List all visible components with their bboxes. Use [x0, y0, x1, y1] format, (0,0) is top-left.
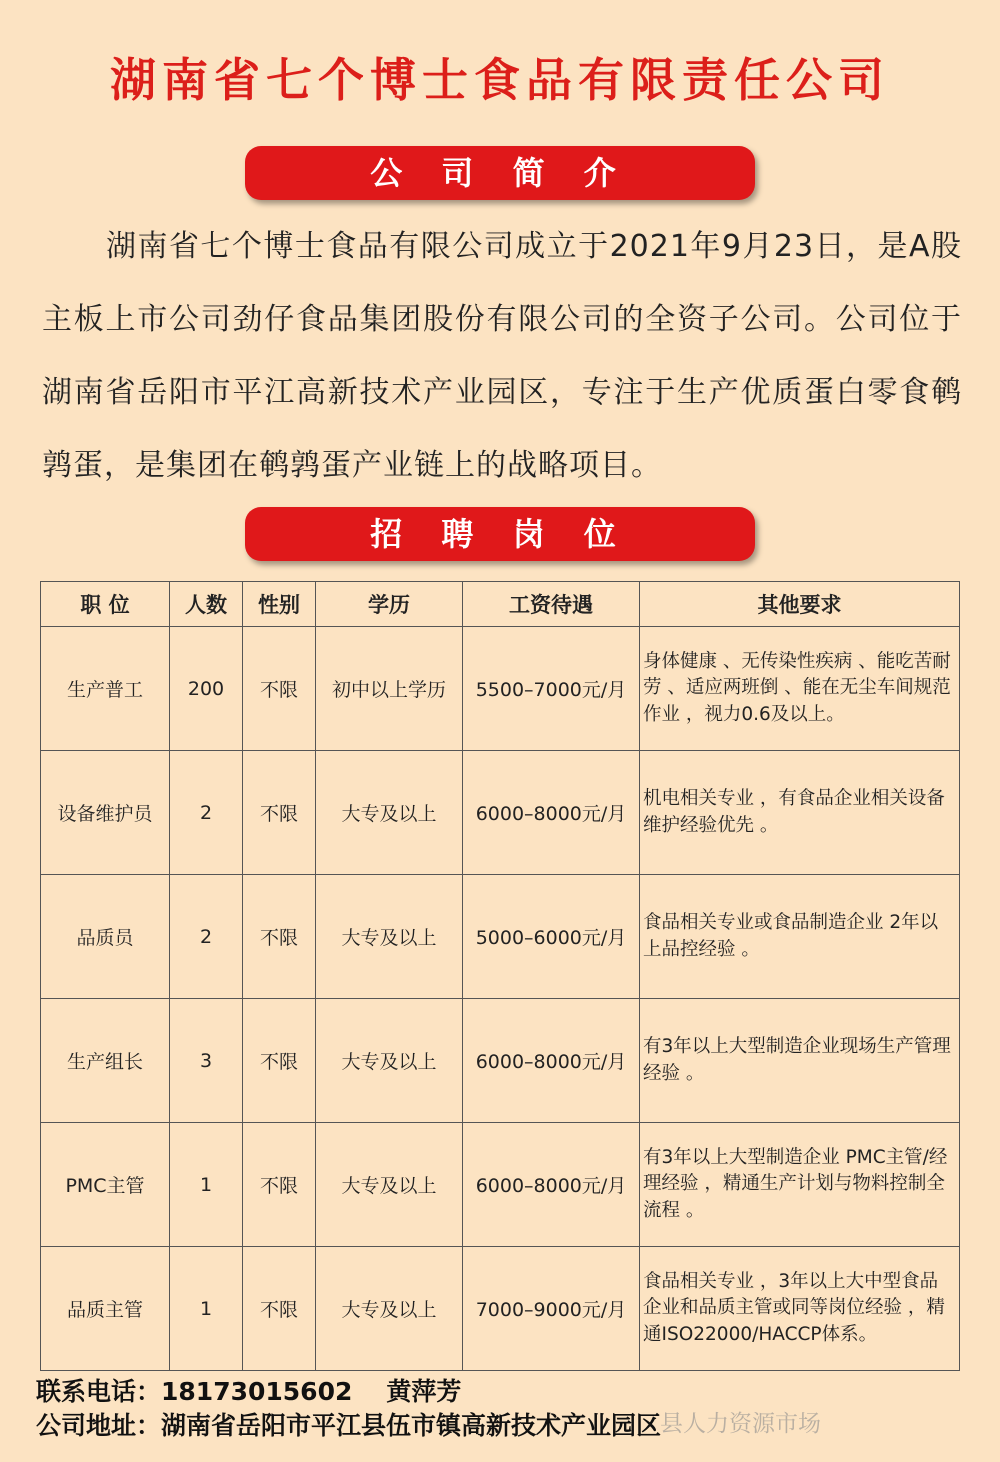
- cell-requirements: 有3年以上大型制造企业现场生产管理经验 。: [640, 999, 960, 1123]
- table-header-row: [41, 582, 960, 627]
- cell-count: 1: [170, 1123, 243, 1247]
- cell-count: 2: [170, 751, 243, 875]
- cell-position: 品质员: [41, 875, 170, 999]
- cell-position: 生产普工: [41, 627, 170, 751]
- cell-requirements: 有3年以上大型制造企业 PMC主管/经理经验 ，精通生产计划与物料控制全流程 。: [640, 1123, 960, 1247]
- cell-requirements: 食品相关专业或食品制造企业 2年以上品控经验 。: [640, 875, 960, 999]
- cell-position: 生产组长: [41, 999, 170, 1123]
- cell-salary: 5000–6000元/月: [463, 875, 640, 999]
- cell-requirements: 身体健康 、无传染性疾病 、能吃苦耐劳 、适应两班倒 、能在无尘车间规范作业 ，视力0.6及以上。: [640, 627, 960, 751]
- cell-gender: 不限: [243, 875, 316, 999]
- col-header-requirements: 其他要求: [640, 582, 960, 627]
- col-header-gender: 性别: [243, 582, 316, 627]
- job-table: [40, 581, 960, 1371]
- cell-gender: 不限: [243, 627, 316, 751]
- watermark: 县人力资源市场: [660, 1411, 821, 1437]
- cell-requirements: 机电相关专业 ，有食品企业相关设备维护经验优先 。: [640, 751, 960, 875]
- address-label: 公司地址：: [36, 1411, 162, 1440]
- col-header-position: 职 位: [41, 582, 170, 627]
- table-row: [41, 1123, 960, 1247]
- cell-gender: 不限: [243, 999, 316, 1123]
- company-intro-text: 湖南省七个博士食品有限公司成立于2021年9月23日，是A股主板上市公司劲仔食品集团股份有限公司的全资子公司。公司位于湖南省岳阳市平江高新技术产业园区，专注于生产优质蛋白零食鹌鹑蛋，是集团在鹌鹑蛋产业链上的战略项目。: [42, 229, 962, 483]
- cell-salary: 7000–9000元/月: [463, 1247, 640, 1371]
- contact-phone-line: [36, 1372, 461, 1408]
- cell-salary: 6000–8000元/月: [463, 1123, 640, 1247]
- cell-salary: 6000–8000元/月: [463, 751, 640, 875]
- cell-count: 2: [170, 875, 243, 999]
- cell-education: 大专及以上: [316, 1247, 463, 1371]
- cell-requirements: 食品相关专业 ，3年以上大中型食品企业和品质主管或同等岗位经验 ，精通ISO22000/HACCP体系。: [640, 1247, 960, 1371]
- table-row: [41, 627, 960, 751]
- col-header-count: 人数: [170, 582, 243, 627]
- company-title: 湖南省七个博士食品有限责任公司: [110, 53, 890, 107]
- cell-education: 大专及以上: [316, 875, 463, 999]
- contact-address-line: [36, 1406, 661, 1442]
- cell-salary: 5500–7000元/月: [463, 627, 640, 751]
- cell-education: 大专及以上: [316, 1123, 463, 1247]
- cell-position: PMC主管: [41, 1123, 170, 1247]
- cell-position: 品质主管: [41, 1247, 170, 1371]
- cell-gender: 不限: [243, 751, 316, 875]
- table-row: [41, 875, 960, 999]
- cell-salary: 6000–8000元/月: [463, 999, 640, 1123]
- cell-gender: 不限: [243, 1123, 316, 1247]
- contact-person: 黄萍芳: [386, 1377, 462, 1406]
- cell-count: 200: [170, 627, 243, 751]
- phone-label: 联系电话：: [36, 1377, 162, 1406]
- cell-gender: 不限: [243, 1247, 316, 1371]
- col-header-salary: 工资待遇: [463, 582, 640, 627]
- intro-heading-banner: 公 司 简 介: [245, 146, 755, 200]
- cell-education: 初中以上学历: [316, 627, 463, 751]
- cell-position: 设备维护员: [41, 751, 170, 875]
- table-row: [41, 999, 960, 1123]
- cell-count: 1: [170, 1247, 243, 1371]
- address-text: 湖南省岳阳市平江县伍市镇高新技术产业园区: [161, 1411, 662, 1440]
- table-row: [41, 1247, 960, 1371]
- jobs-heading-banner: 招 聘 岗 位: [245, 507, 755, 561]
- phone-number: 18173015602: [161, 1377, 353, 1406]
- cell-education: 大专及以上: [316, 751, 463, 875]
- table-row: [41, 751, 960, 875]
- cell-education: 大专及以上: [316, 999, 463, 1123]
- col-header-education: 学历: [316, 582, 463, 627]
- cell-count: 3: [170, 999, 243, 1123]
